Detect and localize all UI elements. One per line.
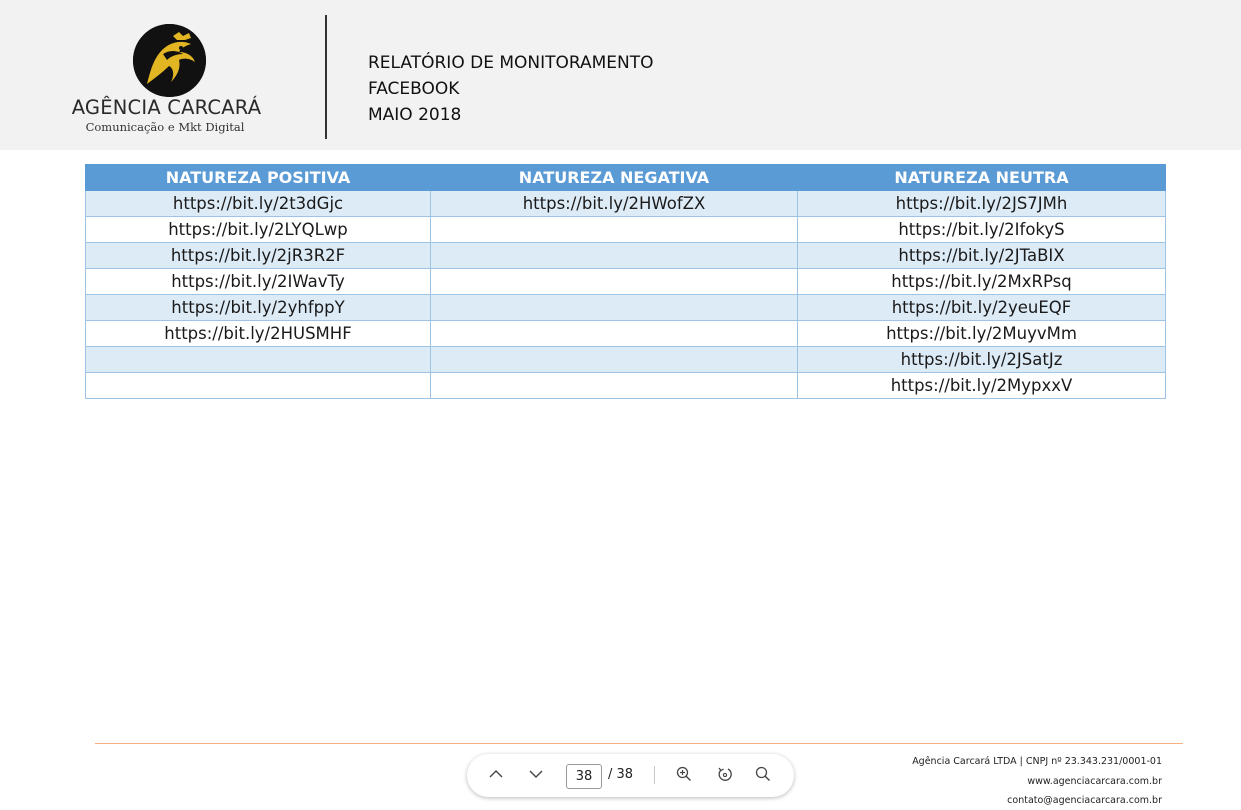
table-row [86, 347, 1166, 373]
carcara-logo-icon [133, 24, 206, 97]
positive-link-cell[interactable]: https://bit.ly/2LYQLwp [86, 217, 431, 243]
rotate-icon [716, 765, 734, 788]
positive-link-cell[interactable]: https://bit.ly/2jR3R2F [86, 243, 431, 269]
footer-rule [95, 743, 1183, 744]
positive-link-cell[interactable]: https://bit.ly/2t3dGjc [86, 191, 431, 217]
report-header [0, 0, 1241, 150]
report-title-line: MAIO 2018 [368, 105, 462, 125]
neutral-link-cell[interactable]: https://bit.ly/2MxRPsq [798, 269, 1166, 295]
negative-link-cell [431, 295, 798, 321]
neutral-link-cell[interactable]: https://bit.ly/2yeuEQF [798, 295, 1166, 321]
report-title-line: FACEBOOK [368, 79, 460, 99]
page-total: / 38 [608, 767, 634, 782]
table-row [86, 217, 1166, 243]
column-header-neutral: NATUREZA NEUTRA [798, 165, 1166, 191]
column-header-negative: NATUREZA NEGATIVA [431, 165, 798, 191]
search-icon [754, 765, 772, 788]
neutral-link-cell[interactable]: https://bit.ly/2JS7JMh [798, 191, 1166, 217]
table-row [86, 269, 1166, 295]
table-row [86, 191, 1166, 217]
negative-link-cell[interactable]: https://bit.ly/2HWofZX [431, 191, 798, 217]
previous-page-button[interactable] [482, 762, 510, 790]
negative-link-cell [431, 347, 798, 373]
neutral-link-cell[interactable]: https://bit.ly/2MuyvMm [798, 321, 1166, 347]
page-number-input[interactable]: 38 [566, 764, 602, 789]
zoom-in-icon [675, 765, 693, 788]
toolbar-divider [654, 766, 655, 784]
chevron-up-icon [487, 765, 505, 788]
negative-link-cell [431, 321, 798, 347]
footer-info [912, 752, 1162, 810]
table-row [86, 321, 1166, 347]
negative-link-cell [431, 217, 798, 243]
positive-link-cell[interactable]: https://bit.ly/2yhfppY [86, 295, 431, 321]
positive-link-cell[interactable]: https://bit.ly/2IWavTy [86, 269, 431, 295]
rotate-button[interactable] [711, 762, 739, 790]
pdf-toolbar [467, 754, 794, 797]
neutral-link-cell[interactable]: https://bit.ly/2MypxxV [798, 373, 1166, 399]
report-title-line: RELATÓRIO DE MONITORAMENTO [368, 53, 654, 73]
links-table [85, 164, 1166, 399]
positive-link-cell[interactable]: https://bit.ly/2HUSMHF [86, 321, 431, 347]
footer-email[interactable]: contato@agenciacarcara.com.br [1007, 795, 1162, 806]
search-button[interactable] [749, 762, 777, 790]
table-row [86, 243, 1166, 269]
negative-link-cell [431, 269, 798, 295]
positive-link-cell [86, 347, 431, 373]
negative-link-cell [431, 243, 798, 269]
report-title [368, 50, 654, 128]
next-page-button[interactable] [522, 762, 550, 790]
neutral-link-cell[interactable]: https://bit.ly/2JTaBIX [798, 243, 1166, 269]
zoom-in-button[interactable] [670, 762, 698, 790]
column-header-positive: NATUREZA POSITIVA [86, 165, 431, 191]
header-divider [325, 15, 327, 139]
brand-name: AGÊNCIA CARCARÁ [71, 96, 262, 119]
footer-website[interactable]: www.agenciacarcara.com.br [1027, 775, 1162, 787]
table-row [86, 295, 1166, 321]
neutral-link-cell[interactable]: https://bit.ly/2IfokyS [798, 217, 1166, 243]
neutral-link-cell[interactable]: https://bit.ly/2JSatJz [798, 347, 1166, 373]
chevron-down-icon [527, 765, 545, 788]
table-row [86, 373, 1166, 399]
footer-company: Agência Carcará LTDA | CNPJ nº 23.343.231/0001-01 [912, 756, 1162, 767]
positive-link-cell [86, 373, 431, 399]
negative-link-cell [431, 373, 798, 399]
table-header-row [86, 165, 1166, 191]
brand-tagline: Comunicação e Mkt Digital [85, 120, 245, 134]
